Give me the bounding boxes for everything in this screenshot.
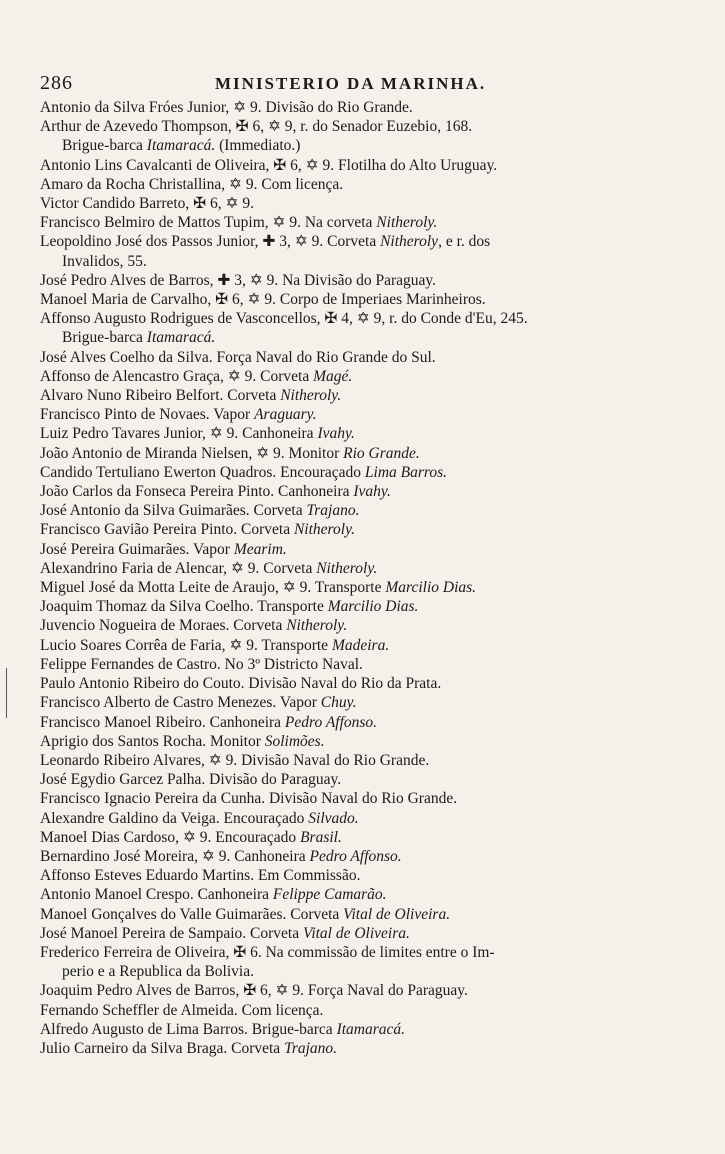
entry-text: Antonio Manoel Crespo. Canhoneira	[40, 886, 273, 904]
list-item	[40, 520, 695, 539]
entry-continuation	[40, 962, 695, 981]
ship-name: Nitheroly.	[280, 387, 342, 405]
entry-text: Francisco Alberto de Castro Menezes. Vapor	[40, 694, 321, 712]
list-item	[40, 866, 695, 885]
entry-text: Alexandre Galdino da Veiga. Encouraçado	[40, 809, 309, 827]
entry-text: José Egydio Garcez Palha. Divisão do Paraguay.	[40, 771, 342, 789]
ship-name: Nitheroly.	[293, 521, 355, 539]
list-item	[40, 156, 695, 175]
entry-text: Lucio Soares Corrêa de Faria, ✡ 9. Transporte	[40, 636, 332, 654]
list-item	[40, 424, 695, 443]
list-item	[40, 770, 695, 789]
ship-name: Rio Grande.	[343, 444, 420, 462]
list-item	[40, 194, 695, 213]
list-item	[40, 309, 695, 347]
continuation-text: perio e a Republica da Bolivia.	[62, 963, 254, 981]
ship-name: Itamaracá.	[146, 329, 216, 347]
entry-text: Arthur de Azevedo Thompson, ✠ 6, ✡ 9, r. do Senador Euzebio, 168.	[40, 118, 473, 136]
page-header	[40, 72, 690, 96]
list-item	[40, 905, 695, 924]
ship-name: Araguary.	[254, 406, 317, 424]
entry-text: João Carlos da Fonseca Pereira Pinto. Canhoneira	[40, 483, 354, 501]
ship-name: Ivahy.	[317, 425, 355, 443]
entry-text: Luiz Pedro Tavares Junior, ✡ 9. Canhoneira	[40, 425, 318, 443]
page-number: 286	[40, 72, 73, 94]
ship-name: Madeira.	[331, 636, 390, 654]
entry-text: Affonso Esteves Eduardo Martins. Em Commissão.	[40, 867, 361, 885]
ship-name: Mearim.	[233, 540, 287, 558]
entry-text: Francisco Belmiro de Mattos Tupim, ✡ 9. Na corveta	[40, 214, 377, 232]
entry-text: Francisco Ignacio Pereira da Cunha. Divisão Naval do Rio Grande.	[40, 790, 458, 808]
entry-text: José Manoel Pereira de Sampaio. Corveta	[40, 924, 303, 942]
entry-text: Julio Carneiro da Silva Braga. Corveta	[40, 1039, 285, 1057]
entry-continuation	[40, 136, 695, 155]
entry-text: Leopoldino José dos Passos Junior, ✚ 3, ✡ 9. Corveta	[40, 233, 381, 251]
list-item	[40, 501, 695, 520]
ship-name: Nitheroly.	[376, 214, 438, 232]
list-item	[40, 655, 695, 674]
entry-text: Bernardino José Moreira, ✡ 9. Canhoneira	[40, 847, 310, 865]
ship-name: Chuy.	[320, 694, 357, 712]
ship-name: Brasil.	[300, 828, 342, 846]
continuation-text: Brigue-barca	[62, 329, 147, 347]
list-item	[40, 847, 695, 866]
ship-name: Felippe Camarão.	[272, 886, 387, 904]
list-item	[40, 559, 695, 578]
list-item	[40, 482, 695, 501]
continuation-tail: (Immediato.)	[215, 137, 301, 155]
entry-tail: , e r. dos	[438, 233, 491, 251]
entry-text: Miguel José da Motta Leite de Araujo, ✡ 9. Transporte	[40, 579, 386, 597]
ship-name: Lima Barros.	[364, 463, 448, 481]
entry-text: José Pedro Alves de Barros, ✚ 3, ✡ 9. Na Divisão do Paraguay.	[40, 271, 437, 289]
entry-text: Paulo Antonio Ribeiro do Couto. Divisão Naval do Rio da Prata.	[40, 675, 442, 693]
entry-text: Fernando Scheffler de Almeida. Com licença.	[40, 1001, 324, 1019]
list-item	[40, 213, 695, 232]
running-title: MINISTERIO DA MARINHA.	[215, 74, 487, 93]
list-item	[40, 885, 695, 904]
entry-text: Francisco Pinto de Novaes. Vapor	[40, 406, 255, 424]
entry-text: Leonardo Ribeiro Alvares, ✡ 9. Divisão Naval do Rio Grande.	[40, 751, 430, 769]
continuation-text: Invalidos, 55.	[62, 252, 147, 270]
list-item	[40, 98, 695, 117]
list-item	[40, 943, 695, 981]
list-item	[40, 751, 695, 770]
ship-name: Silvado.	[308, 809, 359, 827]
list-item	[40, 732, 695, 751]
ship-name: Trajano.	[284, 1039, 338, 1057]
entry-text: Alvaro Nuno Ribeiro Belfort. Corveta	[40, 387, 281, 405]
list-item	[40, 674, 695, 693]
ship-name: Marcilio Dias.	[327, 598, 419, 616]
ship-name: Pedro Affonso.	[284, 713, 378, 731]
list-item	[40, 828, 695, 847]
list-item	[40, 636, 695, 655]
list-item	[40, 117, 695, 155]
ship-name: Nitheroly	[380, 233, 439, 251]
entry-text: Manoel Dias Cardoso, ✡ 9. Encouraçado	[40, 828, 301, 846]
ship-name: Magé.	[313, 367, 353, 385]
entry-text: João Antonio de Miranda Nielsen, ✡ 9. Monitor	[40, 444, 344, 462]
entry-text: Joaquim Thomaz da Silva Coelho. Transporte	[40, 598, 328, 616]
list-item	[40, 405, 695, 424]
list-item	[40, 444, 695, 463]
entry-text: José Antonio da Silva Guimarães. Corveta	[40, 502, 307, 520]
entry-text: Antonio da Silva Fróes Junior, ✡ 9. Divisão do Rio Grande.	[40, 99, 413, 116]
ship-name: Nitheroly.	[316, 559, 378, 577]
ship-name: Trajano.	[306, 502, 360, 520]
margin-mark	[6, 668, 9, 718]
entry-text: Francisco Manoel Ribeiro. Canhoneira	[40, 713, 285, 731]
ship-name: Pedro Affonso.	[309, 847, 402, 865]
entry-continuation	[40, 328, 695, 347]
list-item	[40, 1020, 695, 1039]
list-item	[40, 271, 695, 290]
entry-text: Felippe Fernandes de Castro. No 3º Districto Naval.	[40, 655, 363, 673]
list-item	[40, 348, 695, 367]
list-item	[40, 540, 695, 559]
entry-text: Candido Tertuliano Ewerton Quadros. Encouraçado	[40, 463, 365, 481]
ship-name: Itamaracá.	[146, 137, 216, 155]
ship-name: Itamaracá.	[336, 1020, 406, 1038]
ship-name: Nitheroly.	[286, 617, 348, 635]
list-item	[40, 463, 695, 482]
entry-text: Alexandrino Faria de Alencar, ✡ 9. Corveta	[40, 559, 317, 577]
entry-text: Affonso Augusto Rodrigues de Vasconcellos, ✠ 4, ✡ 9, r. do Conde d'Eu, 245.	[40, 310, 528, 328]
list-item	[40, 809, 695, 828]
entry-text: Manoel Maria de Carvalho, ✠ 6, ✡ 9. Corpo de Imperiaes Marinheiros.	[40, 291, 486, 309]
list-item	[40, 1039, 695, 1058]
ship-name: Vital de Oliveira.	[303, 924, 410, 942]
list-item	[40, 981, 695, 1000]
ship-name: Ivahy.	[353, 483, 391, 501]
entry-text: Antonio Lins Cavalcanti de Oliveira, ✠ 6, ✡ 9. Flotilha do Alto Uruguay.	[40, 156, 498, 174]
list-item	[40, 290, 695, 309]
entry-text: Juvencio Nogueira de Moraes. Corveta	[40, 617, 287, 635]
list-item	[40, 386, 695, 405]
list-item	[40, 1001, 695, 1020]
list-item	[40, 924, 695, 943]
entry-text: Alfredo Augusto de Lima Barros. Brigue-barca	[40, 1020, 337, 1038]
entry-text: José Alves Coelho da Silva. Força Naval do Rio Grande do Sul.	[40, 348, 436, 366]
ship-name: Marcilio Dias.	[385, 579, 477, 597]
list-item	[40, 616, 695, 635]
entry-text: Manoel Gonçalves do Valle Guimarães. Corveta	[40, 905, 344, 923]
entry-text: Affonso de Alencastro Graça, ✡ 9. Corveta	[40, 367, 314, 385]
entry-text: Aprigio dos Santos Rocha. Monitor	[40, 732, 265, 750]
list-item	[40, 597, 695, 616]
list-item	[40, 367, 695, 386]
continuation-text: Brigue-barca	[62, 137, 147, 155]
entry-text: Francisco Gavião Pereira Pinto. Corveta	[40, 521, 294, 539]
list-item	[40, 578, 695, 597]
entry-text: Joaquim Pedro Alves de Barros, ✠ 6, ✡ 9. Força Naval do Paraguay.	[40, 982, 468, 1000]
ship-name: Vital de Oliveira.	[343, 905, 451, 923]
entry-text: José Pereira Guimarães. Vapor	[40, 540, 234, 558]
entry-text: Frederico Ferreira de Oliveira, ✠ 6. Na commissão de limites entre o Im-	[40, 943, 495, 961]
entry-text: Victor Candido Barreto, ✠ 6, ✡ 9.	[40, 195, 255, 213]
list-item	[40, 175, 695, 194]
list-item	[40, 693, 695, 712]
officer-list	[40, 98, 695, 1058]
list-item	[40, 713, 695, 732]
list-item	[40, 232, 695, 270]
entry-continuation	[40, 252, 695, 271]
ship-name: Solimões.	[264, 732, 325, 750]
list-item	[40, 789, 695, 808]
entry-text: Amaro da Rocha Christallina, ✡ 9. Com licença.	[40, 175, 344, 193]
